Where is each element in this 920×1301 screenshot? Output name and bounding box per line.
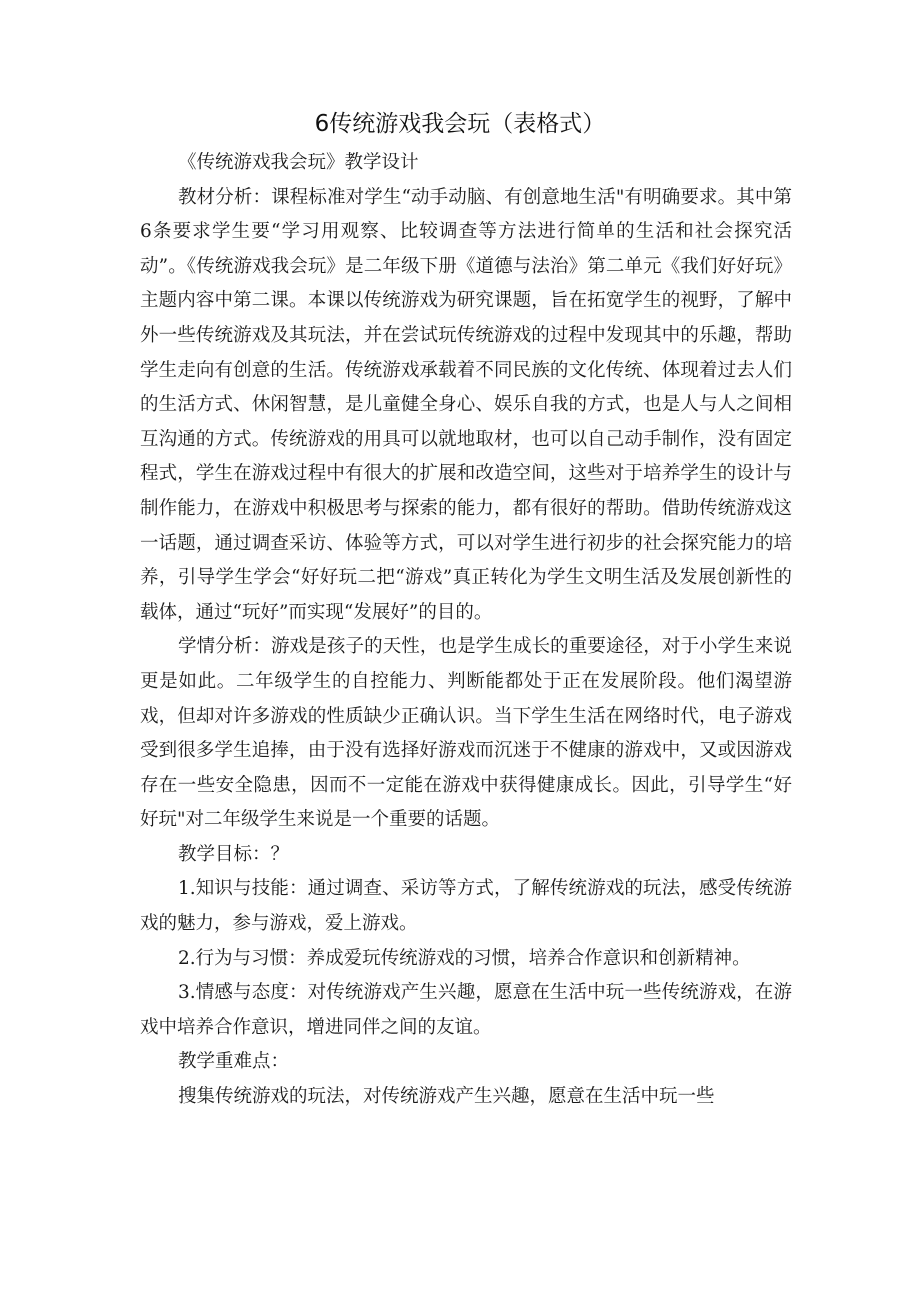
objectives-heading: 教学目标：？ xyxy=(178,843,290,865)
document-subtitle: 《传统游戏我会玩》教学设计 xyxy=(178,152,419,173)
key-points-heading: 教学重难点： xyxy=(178,1051,290,1073)
document-title: 6传统游戏我会玩（表格式） xyxy=(314,111,606,137)
paragraph-key-points: 搜集传统游戏的玩法，对传统游戏产生兴趣，愿意在生活中玩一些 xyxy=(178,1086,715,1108)
objective-emotion-attitude: 3.情感与态度：对传统游戏产生兴趣，愿意在生活中玩一些传统游戏，在游戏中培养合作意识，增进同伴之间的友谊。 xyxy=(140,982,792,1038)
objective-knowledge-skills: 1.知识与技能：通过调查、采访等方式，了解传统游戏的玩法，感受传统游戏的魅力，参与游戏，爱上游戏。 xyxy=(140,878,792,935)
document-body xyxy=(140,146,792,1115)
paragraph-material-analysis: 教材分析：课程标准对学生“动手动脑、有创意地生活"有明确要求。其中第6条要求学生要“学习用观察、比较调查等方法进行简单的生活和社会探究活动”。《传统游戏我会玩》是二年级下册《道德与法治》第二单元《我们好好玩》主题内容中第二课。本课以传统游戏为研究课题，旨在拓宽学生的视野，了解中外一些传统游戏及其玩法，并在尝试玩传统游戏的过程中发现其中的乐趣，帮助学生走向有创意的生活。传统游戏承载着不同民族的文化传统、体现着过去人们的生活方式、休闲智慧，是儿童健全身心、娱乐自我的方式，也是人与人之间相互沟通的方式。传统游戏的用具可以就地取材，也可以自己动手制作，没有固定程式，学生在游戏过程中有很大的扩展和改造空间，这些对于培养学生的设计与制作能力，在游戏中积极思考与探索的能力，都有很好的帮助。借助传统游戏这一话题，通过调查采访、体验等方式，可以对学生进行初步的社会探究能力的培养，引导学生学会“好好玩二把“游戏”真正转化为学生文明生活及发展创新性的载体，通过“玩好”而实现“发展好”的目的。 xyxy=(140,186,792,623)
paragraph-student-analysis: 学情分析：游戏是孩子的天性，也是学生成长的重要途径，对于小学生来说更是如此。二年级学生的自控能力、判断能都处于正在发展阶段。他们渴望游戏，但却对许多游戏的性质缺少正确认识。当下学生生活在网络时代，电子游戏受到很多学生追捧，由于没有选择好游戏而沉迷于不健康的游戏中，又或因游戏存在一些安全隐患，因而不一定能在游戏中获得健康成长。因此，引导学生“好好玩"对二年级学生来说是一个重要的话题。 xyxy=(140,636,792,831)
objective-behavior-habits: 2.行为与习惯：养成爱玩传统游戏的习惯，培养合作意识和创新精神。 xyxy=(178,947,751,969)
